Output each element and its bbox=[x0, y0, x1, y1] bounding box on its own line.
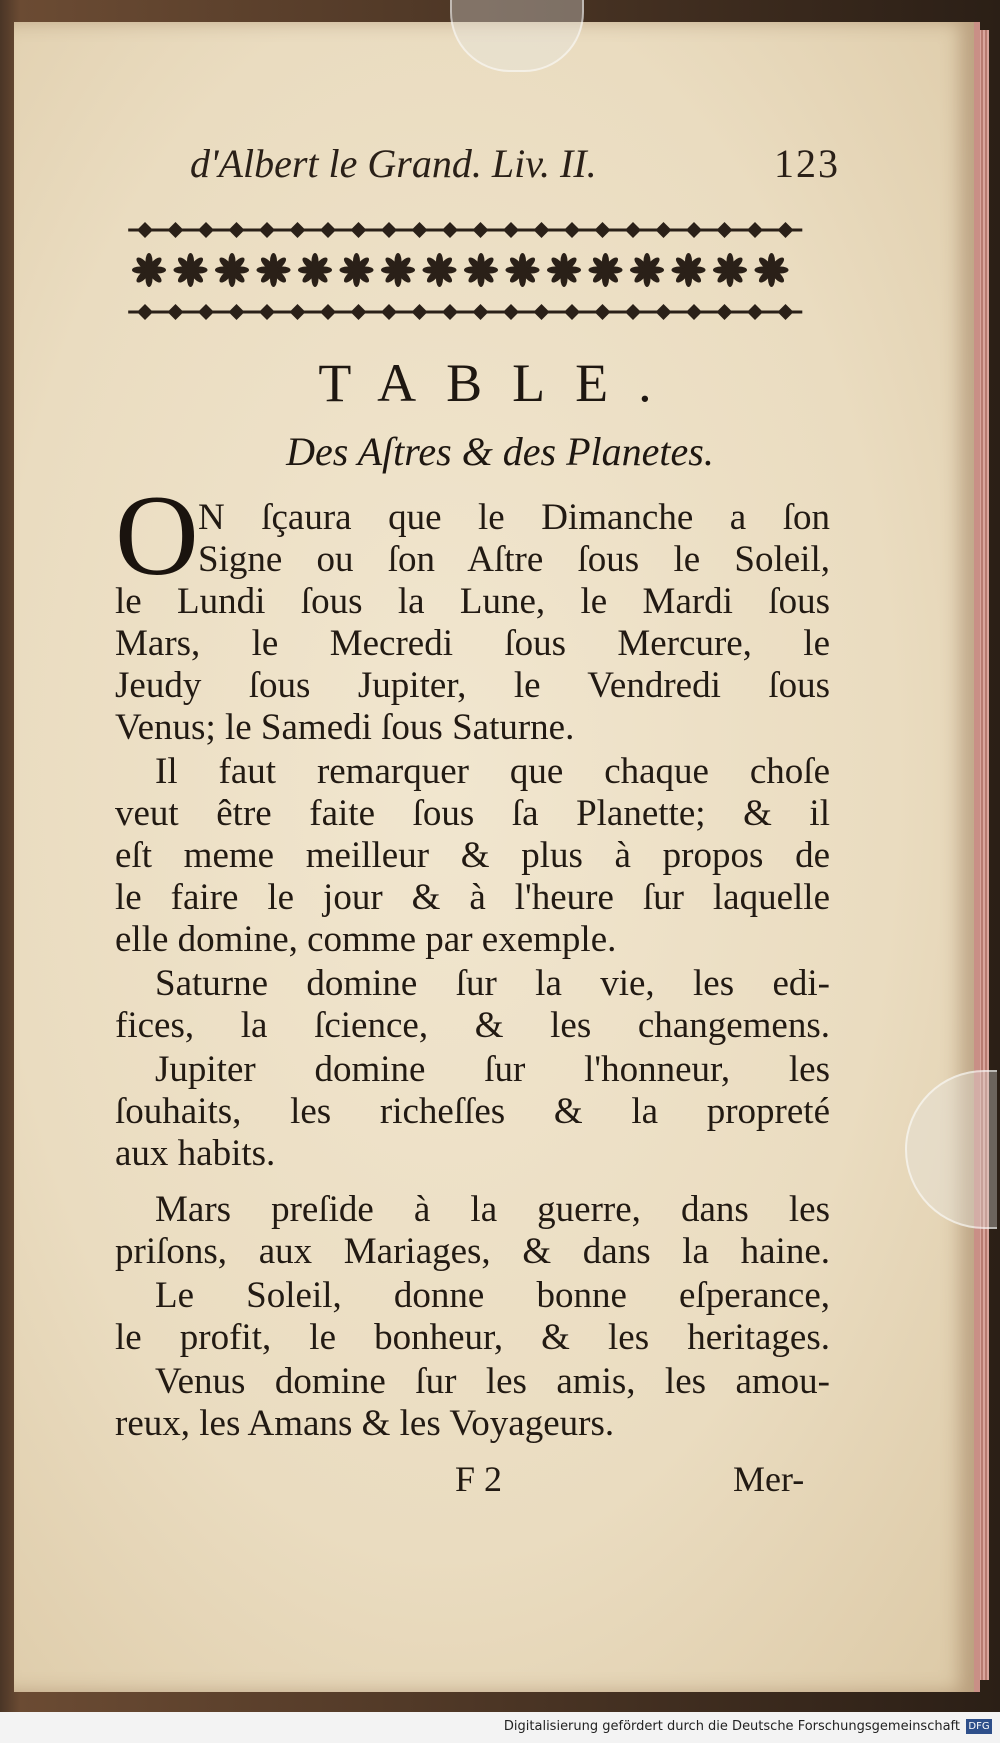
text-line: Jeudy ſous Jupiter, le Vendredi ſous bbox=[115, 665, 830, 706]
text-line: Mars preſide à la guerre, dans les bbox=[155, 1189, 830, 1230]
text-line: Venus; le Samedi ſous Saturne. bbox=[115, 707, 575, 748]
page-number: 123 bbox=[774, 141, 840, 186]
text-line: Signe ou ſon Aſtre ſous le Soleil, bbox=[198, 539, 830, 580]
digitization-credit: Digitalisierung gefördert durch die Deutsche Forschungsgemeinschaft bbox=[503, 1719, 960, 1734]
text-line: le Lundi ſous la Lune, le Mardi ſous bbox=[115, 581, 830, 622]
decorative-headpiece bbox=[125, 212, 825, 330]
text-line: aux habits. bbox=[115, 1133, 276, 1174]
text-line: le profit, le bonheur, & les heritages. bbox=[115, 1317, 830, 1358]
running-title: d'Albert le Grand. Liv. II. bbox=[190, 141, 597, 186]
text-line: fices, la ſcience, & les changemens. bbox=[115, 1005, 830, 1046]
text-line: Saturne domine ſur la vie, les edi- bbox=[155, 963, 830, 1004]
text-line: N ſçaura que le Dimanche a ſon bbox=[198, 497, 830, 538]
text-line: le faire le jour & à l'heure ſur laquelle bbox=[115, 877, 830, 918]
text-line: Venus domine ſur les amis, les amou- bbox=[155, 1361, 830, 1402]
section-title: TABLE. bbox=[318, 353, 682, 413]
signature-mark: F 2 bbox=[455, 1459, 503, 1499]
text-line: eſt meme meilleur & plus à propos de bbox=[115, 835, 830, 876]
digitization-footer bbox=[0, 1712, 1000, 1743]
drop-cap: O bbox=[115, 472, 199, 600]
text-line: ſouhaits, les richeſſes & la propreté bbox=[115, 1091, 830, 1132]
text-line: reux, les Amans & les Voyageurs. bbox=[115, 1403, 615, 1444]
text-line: Le Soleil, donne bonne eſperance, bbox=[155, 1275, 830, 1316]
text-line: veut être faite ſous ſa Planette; & il bbox=[115, 793, 830, 834]
running-header bbox=[190, 140, 840, 200]
catchword: Mer- bbox=[733, 1459, 805, 1499]
dfg-logo-icon: DFG bbox=[966, 1719, 992, 1734]
text-line: Jupiter domine ſur l'honneur, les bbox=[155, 1049, 830, 1090]
text-line: elle domine, comme par exemple. bbox=[115, 919, 617, 960]
section-subtitle: Des Aſtres & des Planetes. bbox=[286, 429, 714, 474]
text-line: Mars, le Mecredi ſous Mercure, le bbox=[115, 623, 830, 664]
text-line: priſons, aux Mariages, & dans la haine. bbox=[115, 1231, 830, 1272]
text-line: Il faut remarquer que chaque choſe bbox=[155, 751, 830, 792]
